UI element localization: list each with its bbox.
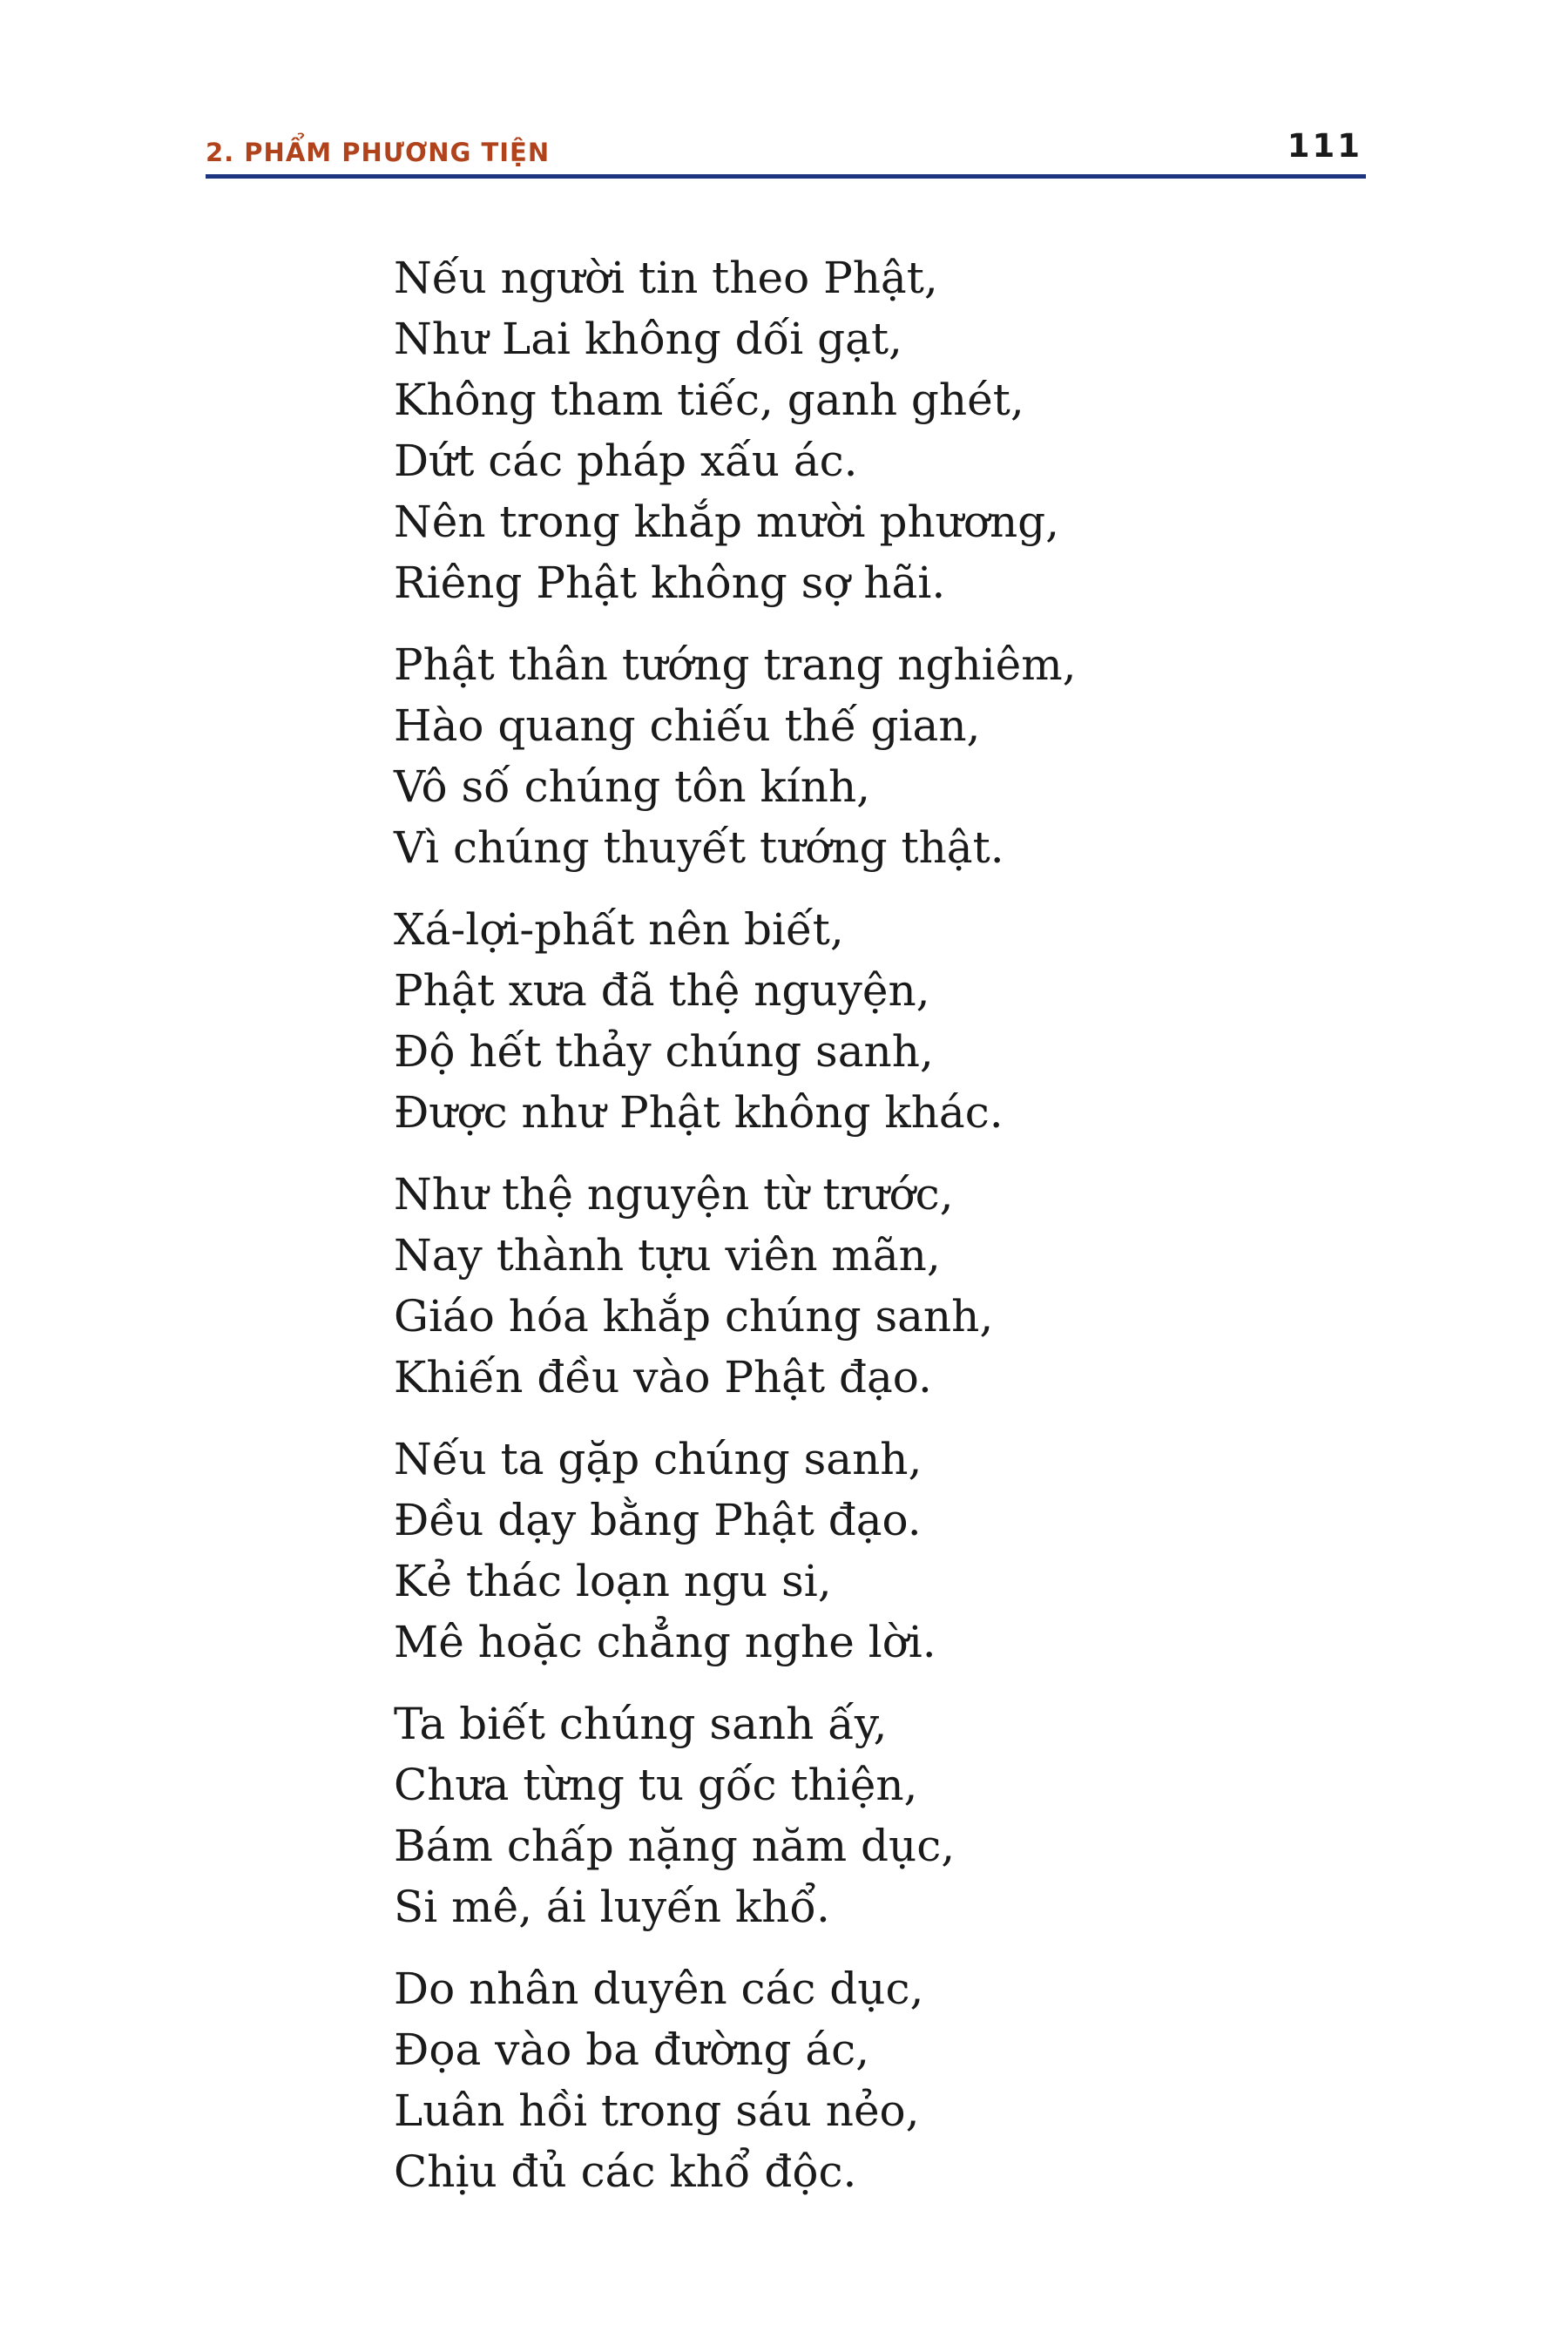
verse-line: Đọa vào ba đường ác, <box>394 2024 870 2075</box>
verse-line: Nay thành tựu viên mãn, <box>394 1230 941 1281</box>
verse-line: Không tham tiếc, ganh ghét, <box>394 375 1024 425</box>
poem-body <box>394 247 1352 2223</box>
verse-line: Chưa từng tu gốc thiện, <box>394 1760 918 1810</box>
verse-line: Nếu người tin theo Phật, <box>394 253 938 303</box>
verse-line: Giáo hóa khắp chúng sanh, <box>394 1291 994 1342</box>
verse-line: Khiến đều vào Phật đạo. <box>394 1352 932 1402</box>
verse-line: Ta biết chúng sanh ấy, <box>394 1699 888 1749</box>
verse-line: Được như Phật không khác. <box>394 1087 1004 1138</box>
stanza-7 <box>394 1958 1352 2202</box>
header-rule <box>206 174 1366 179</box>
stanza-4 <box>394 1164 1352 1408</box>
page-number: 111 <box>1287 127 1362 165</box>
verse-line: Nên trong khắp mười phương, <box>394 497 1060 547</box>
verse-line: Dứt các pháp xấu ác. <box>394 436 858 486</box>
stanza-2 <box>394 634 1352 878</box>
verse-line: Đều dạy bằng Phật đạo. <box>394 1495 922 1545</box>
verse-line: Vì chúng thuyết tướng thật. <box>394 822 1004 873</box>
verse-line: Mê hoặc chẳng nghe lời. <box>394 1617 936 1667</box>
verse-line: Độ hết thảy chúng sanh, <box>394 1026 934 1077</box>
verse-line: Vô số chúng tôn kính, <box>394 761 871 812</box>
stanza-3 <box>394 899 1352 1143</box>
stanza-1 <box>394 247 1352 613</box>
verse-line: Chịu đủ các khổ độc. <box>394 2146 857 2197</box>
verse-line: Luân hồi trong sáu nẻo, <box>394 2085 920 2136</box>
verse-line: Phật xưa đã thệ nguyện, <box>394 965 930 1016</box>
verse-line: Bám chấp nặng năm dục, <box>394 1821 956 1871</box>
stanza-5 <box>394 1429 1352 1673</box>
verse-line: Xá-lợi-phất nên biết, <box>394 904 844 955</box>
verse-line: Nếu ta gặp chúng sanh, <box>394 1434 923 1484</box>
verse-line: Như Lai không dối gạt, <box>394 314 902 364</box>
chapter-title: 2. PHẨM PHƯƠNG TIỆN <box>206 138 551 167</box>
verse-line: Hào quang chiếu thế gian, <box>394 700 981 751</box>
verse-line: Riêng Phật không sợ hãi. <box>394 558 946 608</box>
verse-line: Phật thân tướng trang nghiêm, <box>394 639 1077 690</box>
verse-line: Kẻ thác loạn ngu si, <box>394 1556 832 1606</box>
verse-line: Như thệ nguyện từ trước, <box>394 1169 954 1220</box>
stanza-6 <box>394 1693 1352 1937</box>
verse-line: Si mê, ái luyến khổ. <box>394 1882 830 1932</box>
verse-line: Do nhân duyên các dục, <box>394 1963 924 2014</box>
